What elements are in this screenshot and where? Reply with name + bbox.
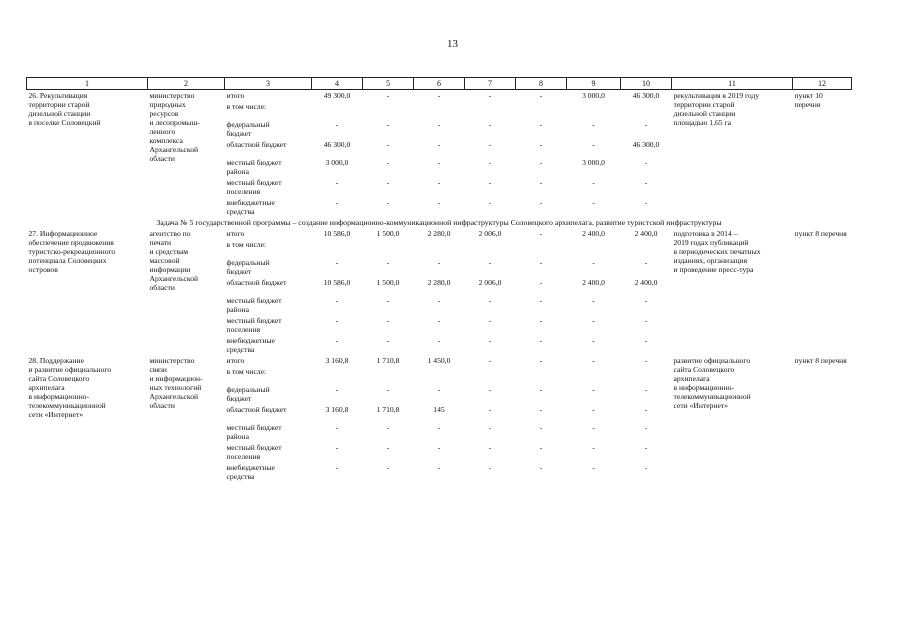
amount-cell: 2 280,0 bbox=[427, 229, 451, 238]
amount-cell: - bbox=[539, 356, 543, 365]
amount-cell: - bbox=[592, 120, 595, 129]
empty-cell bbox=[567, 366, 621, 384]
amount-cell: - bbox=[488, 91, 492, 100]
funding-source: местный бюджет района bbox=[226, 296, 282, 314]
amount-cell: - bbox=[488, 120, 492, 129]
amount-cell: - bbox=[437, 91, 441, 100]
amount-cell: - bbox=[488, 385, 492, 394]
funding-source: местный бюджет поселения bbox=[226, 443, 282, 461]
amount-cell: - bbox=[335, 385, 339, 394]
amount-cell: - bbox=[335, 296, 339, 305]
funding-source: в том числе: bbox=[226, 240, 267, 249]
empty-cell bbox=[621, 366, 672, 384]
amount-cell: - bbox=[437, 296, 441, 305]
amount-cell: 1 500,0 bbox=[376, 278, 400, 287]
list-reference: пункт 8 перечня bbox=[794, 229, 847, 238]
amount-cell: - bbox=[386, 296, 390, 305]
column-number-row bbox=[27, 78, 852, 90]
executor: министерство природных ресурсов и лесопромыш- ленного комплекса Архангельской области bbox=[149, 91, 200, 163]
empty-cell bbox=[516, 101, 567, 119]
col-header-8: 8 bbox=[516, 78, 567, 90]
amount-cell: 10 586,0 bbox=[323, 229, 351, 238]
col-header-1: 1 bbox=[27, 78, 148, 90]
amount-cell: - bbox=[386, 336, 390, 345]
amount-cell: - bbox=[644, 198, 648, 207]
amount-cell: 1 710,8 bbox=[376, 356, 400, 365]
amount-cell: - bbox=[644, 316, 648, 325]
funding-source: федеральный бюджет bbox=[226, 385, 270, 403]
col-header-9: 9 bbox=[567, 78, 621, 90]
amount-cell: 49 300,0 bbox=[323, 91, 351, 100]
amount-cell: 2 280,0 bbox=[427, 278, 451, 287]
expected-result: подготовка в 2014 – 2019 годах публикаций в периодических печатных изданиях, организация и проведение пресс-тура bbox=[673, 229, 761, 274]
amount-cell: - bbox=[437, 258, 441, 267]
empty-cell bbox=[312, 366, 363, 384]
amount-cell: - bbox=[539, 463, 543, 472]
amount-cell: - bbox=[335, 463, 339, 472]
amount-cell: - bbox=[488, 258, 492, 267]
funding-source: итого bbox=[226, 91, 245, 100]
amount-cell: - bbox=[488, 423, 492, 432]
amount-cell: - bbox=[644, 120, 648, 129]
amount-cell: - bbox=[592, 356, 595, 365]
amount-cell: - bbox=[644, 443, 648, 452]
empty-cell bbox=[567, 101, 621, 119]
amount-cell: - bbox=[386, 158, 390, 167]
amount-cell: - bbox=[488, 443, 492, 452]
amount-cell: - bbox=[386, 423, 390, 432]
amount-cell: - bbox=[335, 336, 339, 345]
amount-cell: - bbox=[539, 443, 543, 452]
empty-cell bbox=[465, 101, 516, 119]
amount-cell: - bbox=[488, 356, 492, 365]
amount-cell: - bbox=[539, 91, 543, 100]
amount-cell: 3 000,0 bbox=[582, 91, 605, 100]
empty-cell bbox=[414, 101, 465, 119]
empty-cell bbox=[567, 239, 621, 257]
col-header-10: 10 bbox=[621, 78, 672, 90]
amount-cell: - bbox=[437, 443, 441, 452]
amount-cell: 2 400,0 bbox=[634, 229, 658, 238]
amount-cell: 2 006,0 bbox=[478, 229, 502, 238]
funding-source: областной бюджет bbox=[226, 405, 287, 414]
empty-cell bbox=[363, 101, 414, 119]
empty-cell bbox=[414, 239, 465, 257]
amount-cell: - bbox=[437, 178, 441, 187]
amount-cell: - bbox=[539, 120, 543, 129]
amount-cell: - bbox=[592, 463, 595, 472]
amount-cell: 3 000,0 bbox=[325, 158, 349, 167]
funding-source: местный бюджет района bbox=[226, 158, 282, 176]
amount-cell: - bbox=[592, 316, 595, 325]
expected-result: развитие официального сайта Соловецкого архипелага в информационно- телекоммуникационной сети «Интернет» bbox=[673, 356, 751, 410]
amount-cell: - bbox=[386, 120, 390, 129]
funding-source: местный бюджет поселения bbox=[226, 178, 282, 196]
empty-cell bbox=[414, 366, 465, 384]
amount-cell: 46 300,0 bbox=[632, 140, 660, 149]
amount-cell: - bbox=[335, 443, 339, 452]
amount-cell: 2 006,0 bbox=[478, 278, 502, 287]
amount-cell: 2 400,0 bbox=[634, 278, 658, 287]
amount-cell: - bbox=[592, 178, 595, 187]
col-header-4: 4 bbox=[312, 78, 363, 90]
amount-cell: - bbox=[539, 229, 543, 238]
amount-cell: - bbox=[386, 258, 390, 267]
col-header-11: 11 bbox=[672, 78, 793, 90]
amount-cell: - bbox=[539, 316, 543, 325]
col-header-6: 6 bbox=[414, 78, 465, 90]
funding-source: внебюджетные средства bbox=[226, 336, 275, 354]
amount-cell: 145 bbox=[433, 405, 445, 414]
amount-cell: - bbox=[644, 336, 648, 345]
empty-cell bbox=[312, 239, 363, 257]
amount-cell: - bbox=[335, 178, 339, 187]
amount-cell: - bbox=[488, 198, 492, 207]
amount-cell: - bbox=[644, 463, 648, 472]
funding-source: итого bbox=[226, 356, 245, 365]
funding-source: областной бюджет bbox=[226, 140, 287, 149]
amount-cell: 2 400,0 bbox=[582, 278, 605, 287]
amount-cell: - bbox=[386, 91, 390, 100]
amount-cell: - bbox=[539, 158, 543, 167]
amount-cell: - bbox=[437, 140, 441, 149]
funding-source: внебюджетные средства bbox=[226, 198, 275, 216]
amount-cell: 2 400,0 bbox=[582, 229, 605, 238]
amount-cell: - bbox=[539, 336, 543, 345]
amount-cell: - bbox=[386, 385, 390, 394]
executor: министерство связи и информацион- ных технологий Архангельской области bbox=[149, 356, 203, 410]
amount-cell: - bbox=[437, 158, 441, 167]
amount-cell: - bbox=[488, 296, 492, 305]
amount-cell: - bbox=[644, 296, 648, 305]
amount-cell: - bbox=[437, 385, 441, 394]
amount-cell: - bbox=[386, 140, 390, 149]
empty-cell bbox=[363, 239, 414, 257]
amount-cell: - bbox=[539, 278, 543, 287]
amount-cell: - bbox=[592, 296, 595, 305]
amount-cell: - bbox=[592, 385, 595, 394]
amount-cell: - bbox=[488, 405, 492, 414]
executor: агентство по печати и средствам массовой информации Архангельской области bbox=[149, 229, 199, 292]
table-row bbox=[27, 228, 852, 239]
amount-cell: 1 450,0 bbox=[427, 356, 451, 365]
amount-cell: - bbox=[386, 198, 390, 207]
amount-cell: - bbox=[437, 198, 441, 207]
funding-source: итого bbox=[226, 229, 245, 238]
amount-cell: - bbox=[437, 463, 441, 472]
amount-cell: - bbox=[539, 198, 543, 207]
funding-source: местный бюджет района bbox=[226, 423, 282, 441]
amount-cell: - bbox=[539, 178, 543, 187]
amount-cell: 3 000,0 bbox=[582, 158, 605, 167]
amount-cell: 10 586,0 bbox=[323, 278, 351, 287]
measure-name: 27. Информационное обеспечение продвижения туристско-рекреационного потенциала Соловецких островов bbox=[28, 229, 116, 274]
col-header-2: 2 bbox=[148, 78, 225, 90]
amount-cell: 1 500,0 bbox=[376, 229, 400, 238]
amount-cell: - bbox=[592, 258, 595, 267]
amount-cell: - bbox=[335, 316, 339, 325]
amount-cell: - bbox=[644, 258, 648, 267]
amount-cell: - bbox=[437, 316, 441, 325]
amount-cell: - bbox=[592, 423, 595, 432]
amount-cell: - bbox=[644, 385, 648, 394]
amount-cell: 3 160,8 bbox=[325, 356, 349, 365]
amount-cell: - bbox=[386, 443, 390, 452]
amount-cell: - bbox=[335, 258, 339, 267]
amount-cell: - bbox=[644, 178, 648, 187]
amount-cell: 1 710,8 bbox=[376, 405, 400, 414]
funding-source: в том числе: bbox=[226, 102, 267, 111]
amount-cell: - bbox=[386, 316, 390, 325]
empty-cell bbox=[363, 366, 414, 384]
funding-source: внебюджетные средства bbox=[226, 463, 275, 481]
empty-cell bbox=[465, 239, 516, 257]
amount-cell: - bbox=[539, 405, 543, 414]
amount-cell: - bbox=[644, 405, 648, 414]
amount-cell: - bbox=[437, 120, 441, 129]
col-header-12: 12 bbox=[793, 78, 852, 90]
amount-cell: - bbox=[644, 158, 648, 167]
amount-cell: - bbox=[488, 158, 492, 167]
amount-cell: - bbox=[488, 178, 492, 187]
task-heading: Задача № 5 государственной программы – создание информационно-коммуникационной инфраструктуры Соловецкого архипелага, развитие туристской инфраструктуры bbox=[156, 218, 722, 227]
funding-source: федеральный бюджет bbox=[226, 120, 270, 138]
amount-cell: - bbox=[592, 198, 595, 207]
amount-cell: - bbox=[539, 258, 543, 267]
funding-source: областной бюджет bbox=[226, 278, 287, 287]
amount-cell: - bbox=[592, 405, 595, 414]
amount-cell: - bbox=[644, 423, 648, 432]
col-header-5: 5 bbox=[363, 78, 414, 90]
amount-cell: - bbox=[335, 120, 339, 129]
amount-cell: - bbox=[592, 443, 595, 452]
amount-cell: - bbox=[488, 316, 492, 325]
amount-cell: - bbox=[488, 463, 492, 472]
amount-cell: - bbox=[539, 140, 543, 149]
funding-source: федеральный бюджет bbox=[226, 258, 270, 276]
program-table bbox=[26, 77, 852, 482]
amount-cell: - bbox=[335, 198, 339, 207]
amount-cell: - bbox=[539, 385, 543, 394]
page-number: 13 bbox=[447, 38, 458, 50]
amount-cell: - bbox=[539, 296, 543, 305]
list-reference: пункт 8 перечня bbox=[794, 356, 847, 365]
empty-cell bbox=[516, 239, 567, 257]
expected-result: рекультивация в 2019 году территории старой дизельной станции площадью 1,65 га bbox=[673, 91, 760, 127]
measure-name: 28. Поддержание и развитие официального сайта Соловецкого архипелага в информационно- телекоммуникационной сети «Интернет» bbox=[28, 356, 112, 419]
amount-cell: 46 300,0 bbox=[323, 140, 351, 149]
funding-source: в том числе: bbox=[226, 367, 267, 376]
funding-source: местный бюджет поселения bbox=[226, 316, 282, 334]
table-row bbox=[27, 355, 852, 366]
amount-cell: - bbox=[386, 178, 390, 187]
empty-cell bbox=[621, 239, 672, 257]
empty-cell bbox=[465, 366, 516, 384]
amount-cell: - bbox=[592, 140, 595, 149]
table-row bbox=[27, 90, 852, 102]
empty-cell bbox=[516, 366, 567, 384]
list-reference: пункт 10 перечня bbox=[794, 91, 823, 109]
amount-cell: - bbox=[592, 336, 595, 345]
empty-cell bbox=[312, 101, 363, 119]
task-row bbox=[27, 217, 852, 228]
measure-name: 26. Рекультивация территории старой дизельной станции в поселке Соловецкий bbox=[28, 91, 101, 127]
col-header-3: 3 bbox=[225, 78, 312, 90]
empty-cell bbox=[621, 101, 672, 119]
amount-cell: - bbox=[488, 140, 492, 149]
amount-cell: 3 160,8 bbox=[325, 405, 349, 414]
amount-cell: - bbox=[437, 423, 441, 432]
amount-cell: - bbox=[539, 423, 543, 432]
col-header-7: 7 bbox=[465, 78, 516, 90]
amount-cell: - bbox=[437, 336, 441, 345]
amount-cell: - bbox=[335, 423, 339, 432]
amount-cell: - bbox=[488, 336, 492, 345]
amount-cell: 46 300,0 bbox=[632, 91, 660, 100]
amount-cell: - bbox=[644, 356, 648, 365]
amount-cell: - bbox=[386, 463, 390, 472]
